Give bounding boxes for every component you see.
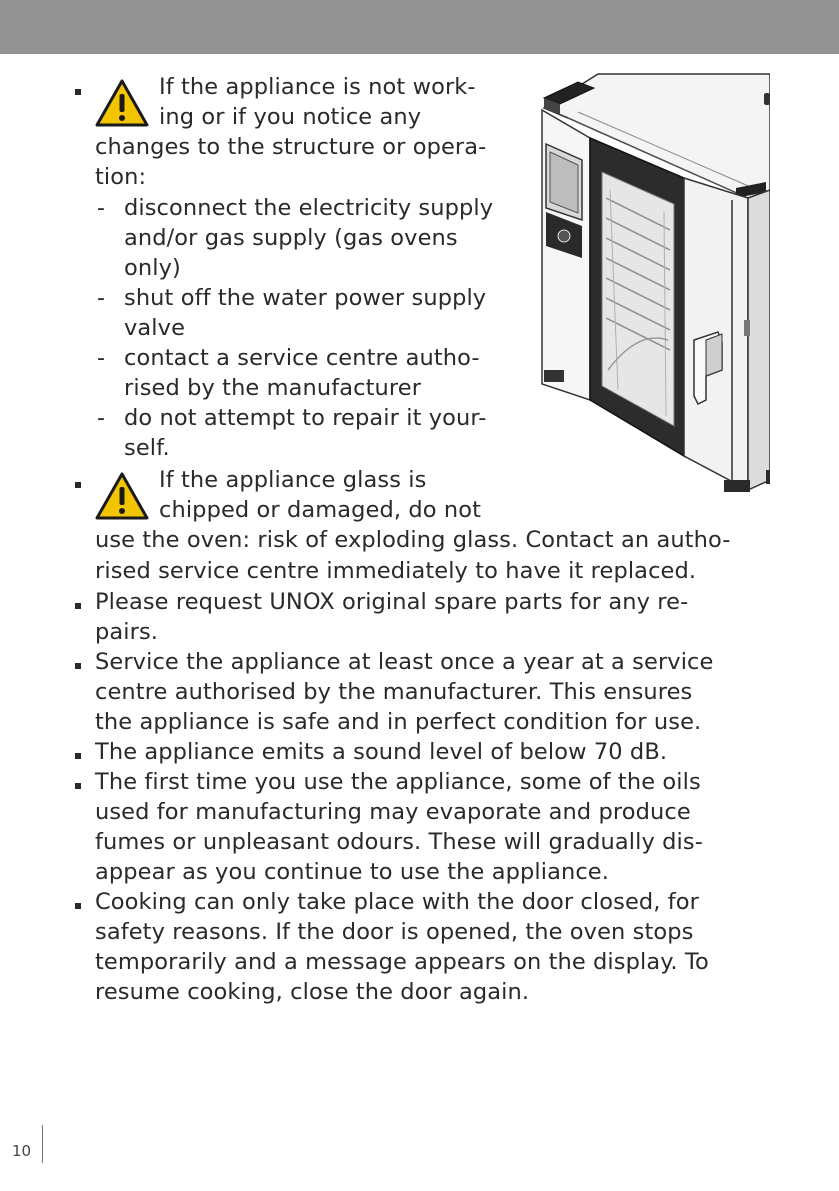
bullet-marker bbox=[75, 603, 81, 609]
step-text-line: valve bbox=[124, 315, 186, 341]
page-number-rule bbox=[42, 1125, 43, 1163]
bullet-text-line: the appliance is safe and in perfect condition for use. bbox=[95, 709, 702, 735]
dash-marker: - bbox=[97, 196, 105, 221]
bullet-marker bbox=[75, 482, 81, 488]
step-text-line: contact a service centre autho- bbox=[124, 345, 480, 371]
bullet-marker bbox=[75, 903, 81, 909]
bullet-text-line: fumes or unpleasant odours. These will gradually dis- bbox=[95, 829, 703, 855]
step-text-line: self. bbox=[124, 435, 170, 461]
warning-text-line: changes to the structure or opera- bbox=[95, 134, 487, 160]
bullet-text-line: The first time you use the appliance, some of the oils bbox=[95, 769, 701, 795]
bullet-text-line: Please request UNOX original spare parts for any re- bbox=[95, 589, 689, 615]
warning-text-line: rised service centre immediately to have it replaced. bbox=[95, 558, 697, 584]
step-text-line: disconnect the electricity supply bbox=[124, 195, 494, 221]
bullet-marker bbox=[75, 663, 81, 669]
warning-text-line: ing or if you notice any bbox=[159, 104, 422, 130]
step-text-line: do not attempt to repair it your- bbox=[124, 405, 487, 431]
step-text-line: shut off the water power supply bbox=[124, 285, 487, 311]
warning-text-line: use the oven: risk of exploding glass. Contact an autho- bbox=[95, 527, 731, 553]
warning-text-line: tion: bbox=[95, 164, 147, 190]
bullet-text-line: The appliance emits a sound level of below 70 dB. bbox=[95, 739, 668, 765]
bullet-text-line: appear as you continue to use the appliance. bbox=[95, 859, 609, 885]
page-number: 10 bbox=[12, 1142, 32, 1160]
dash-marker: - bbox=[97, 286, 105, 311]
bullet-text-line: pairs. bbox=[95, 619, 159, 645]
dash-marker: - bbox=[97, 346, 105, 371]
bullet-marker bbox=[75, 783, 81, 789]
bullet-text-line: safety reasons. If the door is opened, the oven stops bbox=[95, 919, 694, 945]
warning-text-line: chipped or damaged, do not bbox=[159, 497, 482, 523]
step-text-line: and/or gas supply (gas ovens bbox=[124, 225, 458, 251]
warning-text-line: If the appliance is not work- bbox=[159, 74, 476, 100]
bullet-text-line: centre authorised by the manufacturer. This ensures bbox=[95, 679, 693, 705]
dash-marker: - bbox=[97, 406, 105, 431]
bullet-text-line: Service the appliance at least once a year at a service bbox=[95, 649, 714, 675]
bullet-marker bbox=[75, 753, 81, 759]
warning-triangle-icon bbox=[94, 78, 150, 128]
bullet-text-line: used for manufacturing may evaporate and produce bbox=[95, 799, 691, 825]
warning-triangle-icon bbox=[94, 471, 150, 521]
bullet-marker bbox=[75, 89, 81, 95]
bullet-text-line: temporarily and a message appears on the display. To bbox=[95, 949, 709, 975]
bullet-text-line: Cooking can only take place with the door closed, for bbox=[95, 889, 700, 915]
step-text-line: only) bbox=[124, 255, 181, 281]
step-text-line: rised by the manufacturer bbox=[124, 375, 422, 401]
combi-oven-illustration bbox=[538, 70, 770, 494]
bullet-text-line: resume cooking, close the door again. bbox=[95, 979, 530, 1005]
warning-text-line: If the appliance glass is bbox=[159, 467, 427, 493]
